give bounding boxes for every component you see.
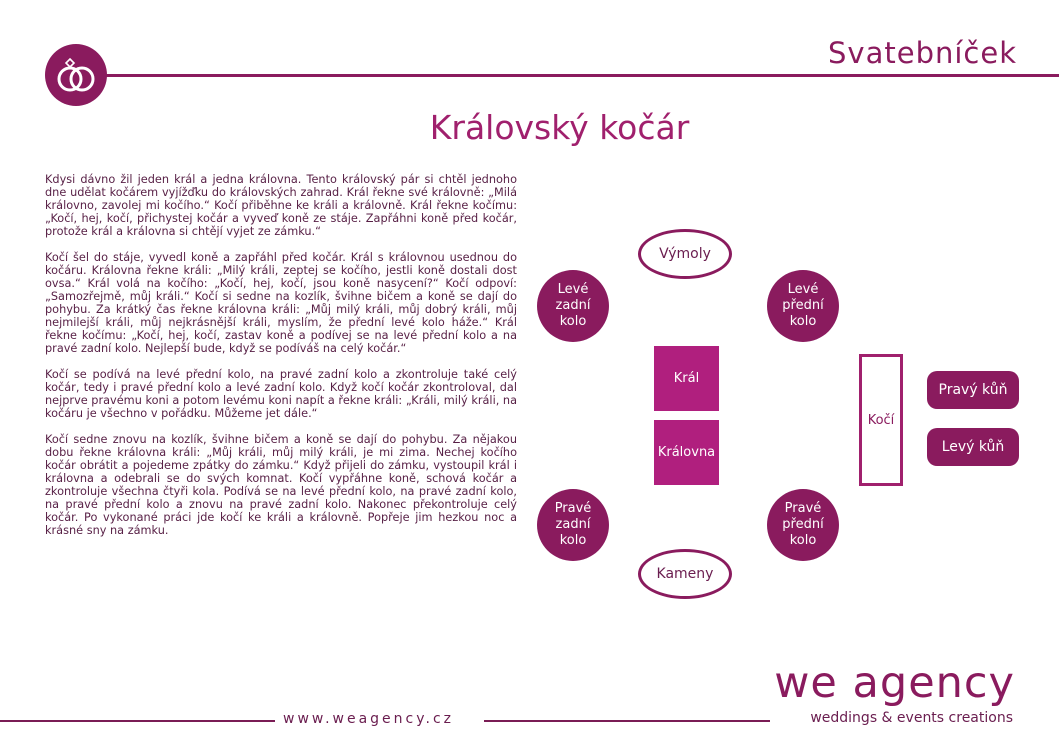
queen-box: Královna bbox=[654, 420, 719, 485]
horse-left: Levý kůň bbox=[927, 428, 1019, 466]
story-paragraph: Kdysi dávno žil jeden král a jedna královna. Tento královský pár si chtěl jednoho dne udělat kočárem vyjížďku do královských zahrad. Král řekne své královně: „Milá královno, zavolej mi kočího.“ Kočí přiběhne ke králi a královně. Král řekne kočímu: „Kočí, hej, kočí, přichystej kočár a vyveď koně ze stáje. Zapřáhni koně před kočár, protože král a královna si chtějí vyjet ze zámku.“ bbox=[45, 173, 517, 238]
story-paragraph: Kočí se podívá na levé přední kolo, na pravé zadní kolo a zkontroluje také celý kočár, tedy i pravé přední kolo a levé zadní kolo. Když kočí kočár zkontroloval, dal nejprve pravému koni a potom levému koni napít a řekne králi: „Králi, milý králi, na kočáru je všechno v pořádku. Můžeme jet dále.“ bbox=[45, 368, 517, 420]
horse-right: Pravý kůň bbox=[927, 371, 1019, 409]
wheel-front-left: Levé přední kolo bbox=[767, 270, 839, 342]
oval-potholes: Výmoly bbox=[638, 229, 732, 279]
wedding-rings-icon bbox=[53, 55, 99, 95]
king-box: Král bbox=[654, 346, 719, 411]
driver-box: Kočí bbox=[859, 354, 903, 486]
wheel-back-left: Levé zadní kolo bbox=[537, 270, 609, 342]
footer-line-left bbox=[0, 720, 275, 722]
rings-logo bbox=[45, 44, 107, 106]
brand-name: Svatebníček bbox=[828, 36, 1017, 70]
agency-logo-text: we agency bbox=[774, 658, 1015, 708]
wheel-back-right: Pravé zadní kolo bbox=[537, 489, 609, 561]
page-title: Královský kočár bbox=[429, 108, 690, 147]
story-paragraph: Kočí sedne znovu na kozlík, švihne bičem a koně se dají do pohybu. Za nějakou dobu řekne královna králi: „Můj králi, můj milý králi, je mi zima. Nechej kočího kočár obrátit a pojedeme zpátky do zámku.“ Když přijeli do zámku, vystoupil král i královna a odebrali se do svých komnat. Kočí vypřáhne koně, schová kočár a zkontroluje všechna čtyři kola. Podívá se na levé přední kolo, na pravé zadní kolo, na pravé přední kolo a znovu na pravé zadní kolo. Nakonec překontroluje celý kočár. Po vykonané práci jde kočí ke králi a královně. Popřeje jim hezkou noc a krásné sny na zámku. bbox=[45, 433, 517, 537]
header-rule bbox=[100, 74, 1059, 77]
footer-url: www.weagency.cz bbox=[283, 711, 455, 727]
footer-line-right bbox=[484, 720, 770, 722]
oval-stones: Kameny bbox=[638, 549, 732, 599]
story-text bbox=[45, 173, 517, 550]
wheel-front-right: Pravé přední kolo bbox=[767, 489, 839, 561]
agency-tagline: weddings & events creations bbox=[810, 710, 1013, 726]
story-paragraph: Kočí šel do stáje, vyvedl koně a zapřáhl před kočár. Král s královnou usednou do kočáru. Královna řekne králi: „Milý králi, zeptej se kočího, jestli koně dostali dost ovsa.“ Král volá na kočího: „Kočí, hej, kočí, jsou koně nasycení?“ Kočí odpoví: „Samozřejmě, můj králi.“ Kočí si sedne na kozlík, švihne bičem a koně se dají do pohybu. Za krátký čas řekne královna králi: „Můj milý králi, můj dobrý králi, můj nejmilejší králi, můj nejkrásnější králi, myslím, že přední levé kolo háže.“ Král řekne kočímu: „Kočí, hej, kočí, zastav koně a podívej se na levé přední kolo a na pravé zadní kolo. Nejlepší bude, když se podíváš na celý kočár.“ bbox=[45, 251, 517, 355]
